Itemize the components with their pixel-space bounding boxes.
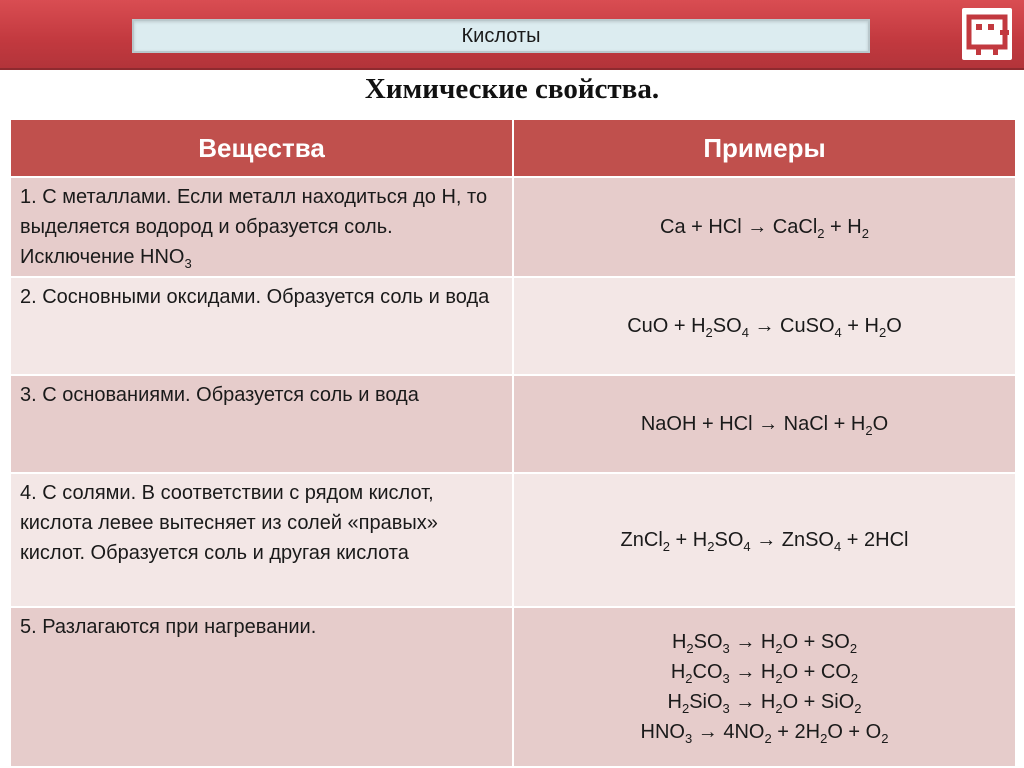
- text-segment: CuO + H: [627, 315, 706, 337]
- text-segment: O + CO: [782, 661, 851, 683]
- text-segment: + H: [670, 529, 708, 551]
- text-segment: O: [872, 413, 889, 435]
- slide-title-box: [132, 19, 870, 53]
- arrow-icon: →: [735, 691, 756, 713]
- text-segment: CaCl: [767, 216, 818, 238]
- subscript: 3: [685, 731, 693, 746]
- text-segment: O + SiO: [782, 691, 855, 713]
- table-row: [10, 177, 1016, 277]
- property-cell: [10, 473, 513, 607]
- subscript: 3: [184, 256, 192, 271]
- page-title: Химические свойства.: [364, 73, 660, 105]
- arrow-icon: →: [754, 315, 775, 337]
- example-cell: [513, 607, 1016, 767]
- subscript: 3: [722, 701, 730, 716]
- table-row: [10, 277, 1016, 375]
- subscript: 4: [741, 325, 749, 340]
- example-cell: [513, 277, 1016, 375]
- text-segment: H: [667, 691, 682, 713]
- subscript: 2: [850, 671, 859, 686]
- subscript: 4: [743, 539, 751, 554]
- subscript: 2: [854, 701, 862, 716]
- slide-header-bar: [0, 0, 1024, 70]
- reaction-equation: [523, 525, 1006, 555]
- text-segment: O + O: [827, 721, 882, 743]
- example-cell: [513, 177, 1016, 277]
- example-cell: [513, 375, 1016, 473]
- text-segment: H: [670, 661, 686, 683]
- table-header-row: [10, 119, 1016, 177]
- text-segment: NaCl + H: [778, 413, 866, 435]
- text-segment: ZnSO: [776, 529, 834, 551]
- table-row: [10, 375, 1016, 473]
- text-segment: + H: [824, 216, 862, 238]
- text-segment: + 2H: [771, 721, 821, 743]
- text-segment: NaOH + HCl: [640, 413, 759, 435]
- text-segment: 4. С солями. В соответствии с рядом кислот, кислота левее вытесняет из солей «правых» кислот. Образуется соль и другая кислота: [20, 482, 438, 564]
- slide-title: Кислоты: [461, 24, 541, 47]
- subscript: 2: [849, 641, 858, 656]
- text-segment: H: [671, 631, 687, 653]
- subscript: 2: [820, 731, 828, 746]
- subscript: 2: [685, 671, 693, 686]
- subscript: 3: [722, 671, 730, 686]
- text-segment: SO: [712, 315, 742, 337]
- subscript: 2: [865, 423, 873, 438]
- subscript: 4: [833, 539, 842, 554]
- property-cell: [10, 607, 513, 767]
- reaction-equation: [523, 409, 1006, 439]
- text-segment: H: [755, 631, 776, 653]
- text-segment: CuSO: [774, 315, 835, 337]
- subscript: 2: [775, 671, 783, 686]
- text-segment: 1. С металлами. Если металл находиться до Н, то выделяется водород и образуется соль. Исключение HNO: [20, 186, 488, 268]
- column-header-examples: Примеры: [513, 119, 1016, 177]
- subscript: 2: [686, 641, 694, 656]
- text-segment: + 2HCl: [841, 529, 909, 551]
- arrow-icon: →: [758, 413, 779, 435]
- text-segment: HNO: [640, 721, 685, 743]
- property-cell: [10, 375, 513, 473]
- text-segment: 5. Разлагаются при нагревании.: [20, 616, 317, 638]
- text-segment: SO: [714, 529, 744, 551]
- subscript: 2: [775, 701, 783, 716]
- subscript: 2: [881, 731, 889, 746]
- table-row: [10, 473, 1016, 607]
- reaction-equation: [523, 687, 1006, 717]
- properties-table: [9, 118, 1017, 768]
- subscript: 4: [834, 325, 842, 340]
- reaction-equation: [523, 717, 1006, 747]
- arrow-icon: →: [756, 529, 777, 551]
- arrow-icon: →: [735, 661, 756, 683]
- arrow-icon: →: [735, 631, 756, 653]
- text-segment: O: [886, 315, 902, 337]
- subscript: 2: [775, 641, 783, 656]
- subscript: 2: [707, 539, 715, 554]
- text-segment: ZnCl: [620, 529, 663, 551]
- text-segment: H: [755, 691, 776, 713]
- subscript: 2: [662, 539, 670, 554]
- subscript: 3: [722, 641, 730, 656]
- arrow-icon: →: [747, 216, 768, 238]
- logo-icon: [962, 8, 1012, 60]
- example-cell: [513, 473, 1016, 607]
- text-segment: SiO: [689, 691, 723, 713]
- subscript: 2: [705, 325, 713, 340]
- reaction-equation: [523, 657, 1006, 687]
- subscript: 2: [879, 325, 887, 340]
- subscript: 2: [817, 226, 825, 241]
- text-segment: Ca + HCl: [660, 216, 748, 238]
- text-segment: SO: [693, 631, 723, 653]
- reaction-equation: [523, 627, 1006, 657]
- table-row: [10, 607, 1016, 767]
- text-segment: O + SO: [782, 631, 850, 653]
- property-cell: [10, 277, 513, 375]
- subscript: 2: [681, 701, 690, 716]
- text-segment: CO: [692, 661, 723, 683]
- reaction-equation: [523, 212, 1006, 242]
- arrow-icon: →: [697, 721, 718, 743]
- text-segment: 4NO: [717, 721, 765, 743]
- text-segment: 2. Сосновными оксидами. Образуется соль и вода: [20, 286, 490, 308]
- text-segment: + H: [841, 315, 879, 337]
- column-header-substances: Вещества: [10, 119, 513, 177]
- text-segment: H: [755, 661, 776, 683]
- text-segment: 3. С основаниями. Образуется соль и вода: [20, 384, 419, 406]
- subscript: 2: [764, 731, 772, 746]
- subscript: 2: [861, 226, 869, 241]
- reaction-equation: [523, 311, 1006, 341]
- property-cell: [10, 177, 513, 277]
